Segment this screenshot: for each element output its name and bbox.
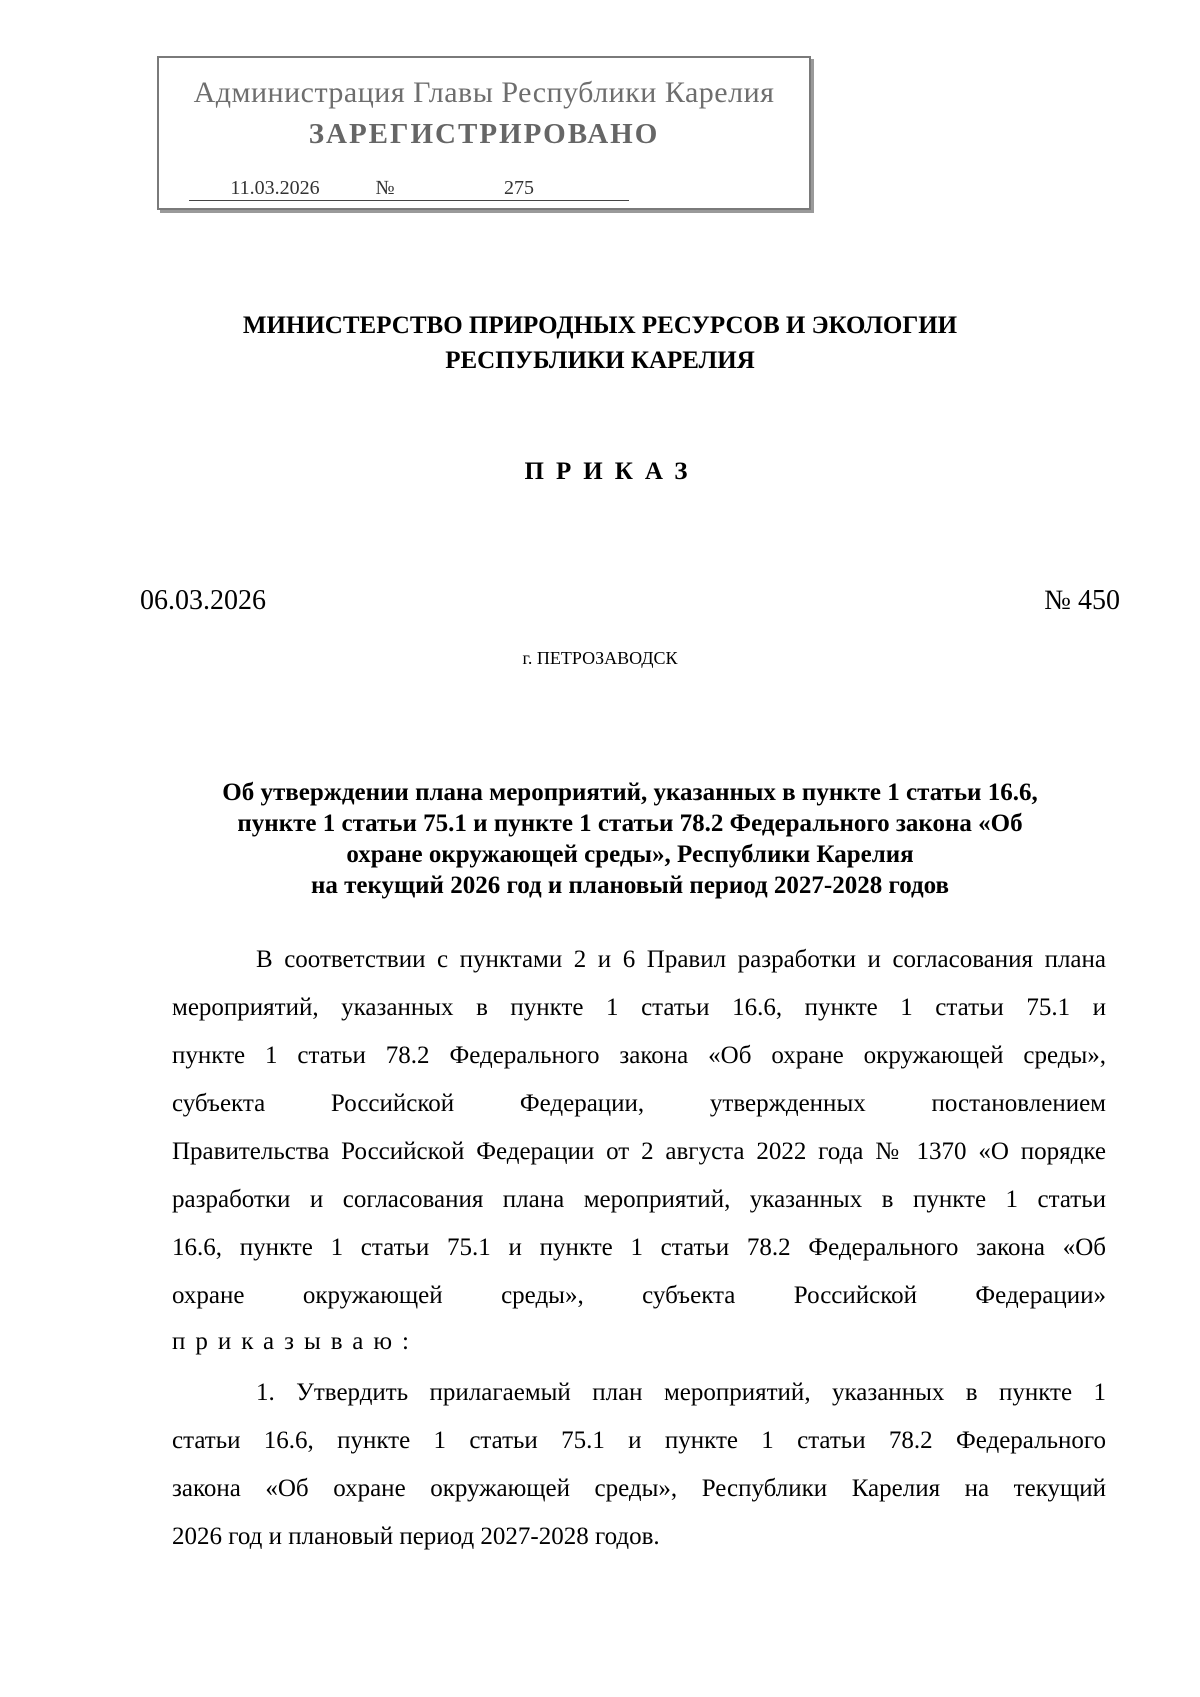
- subject-line: на текущий 2026 год и плановый период 2027-2028 годов: [310, 872, 950, 899]
- body-line: 1. Утвердить прилагаемый план мероприятий, указанных в пункте 1: [256, 1379, 1106, 1406]
- body-line: пункте 1 статьи 78.2 Федерального закона «Об охране окружающей среды»,: [172, 1042, 1106, 1069]
- body-line: субъекта Российской Федерации, утвержденных постановлением: [172, 1090, 1106, 1117]
- subject-line: охране окружающей среды», Республики Карелия: [346, 841, 914, 868]
- ministry-name-line2: РЕСПУБЛИКИ КАРЕЛИЯ: [445, 347, 755, 374]
- body-line: Правительства Российской Федерации от 2 августа 2022 года № 1370 «О порядке: [172, 1138, 1106, 1165]
- body-line: 16.6, пункте 1 статьи 75.1 и пункте 1 статьи 78.2 Федерального закона «Об: [172, 1234, 1106, 1261]
- body-line: разработки и согласования плана мероприятий, указанных в пункте 1 статьи: [172, 1186, 1106, 1213]
- body-line: статьи 16.6, пункте 1 статьи 75.1 и пункте 1 статьи 78.2 Федерального: [172, 1427, 1106, 1454]
- ministry-name-line1: МИНИСТЕРСТВО ПРИРОДНЫХ РЕСУРСОВ И ЭКОЛОГИИ: [242, 312, 958, 339]
- stamp-number-label: №: [361, 176, 409, 201]
- body-line-order-verb: приказываю:: [172, 1328, 419, 1355]
- registration-stamp: [157, 56, 811, 210]
- body-line: В соответствии с пунктами 2 и 6 Правил разработки и согласования плана: [256, 946, 1106, 973]
- stamp-organization: Администрация Главы Республики Карелия: [193, 76, 775, 109]
- stamp-number: 275: [409, 176, 629, 201]
- body-line: мероприятий, указанных в пункте 1 статьи 16.6, пункте 1 статьи 75.1 и: [172, 994, 1106, 1021]
- order-date: 06.03.2026: [140, 585, 266, 616]
- order-number: № 450: [1044, 585, 1120, 616]
- stamp-date: 11.03.2026: [189, 176, 361, 201]
- city: г. ПЕТРОЗАВОДСК: [522, 648, 678, 668]
- body-line: 2026 год и плановый период 2027-2028 годов.: [172, 1523, 660, 1550]
- document-type: ПРИКАЗ: [524, 458, 700, 485]
- stamp-status: ЗАРЕГИСТРИРОВАНО: [308, 118, 660, 150]
- body-line: закона «Об охране окружающей среды», Республики Карелия на текущий: [172, 1475, 1106, 1502]
- order-subject: [140, 777, 1120, 901]
- subject-line: пункте 1 статьи 75.1 и пункте 1 статьи 78.2 Федерального закона «Об: [237, 810, 1023, 837]
- subject-line: Об утверждении плана мероприятий, указанных в пункте 1 статьи 16.6,: [222, 779, 1038, 806]
- body-line: охране окружающей среды», субъекта Российской Федерации»: [172, 1282, 1106, 1309]
